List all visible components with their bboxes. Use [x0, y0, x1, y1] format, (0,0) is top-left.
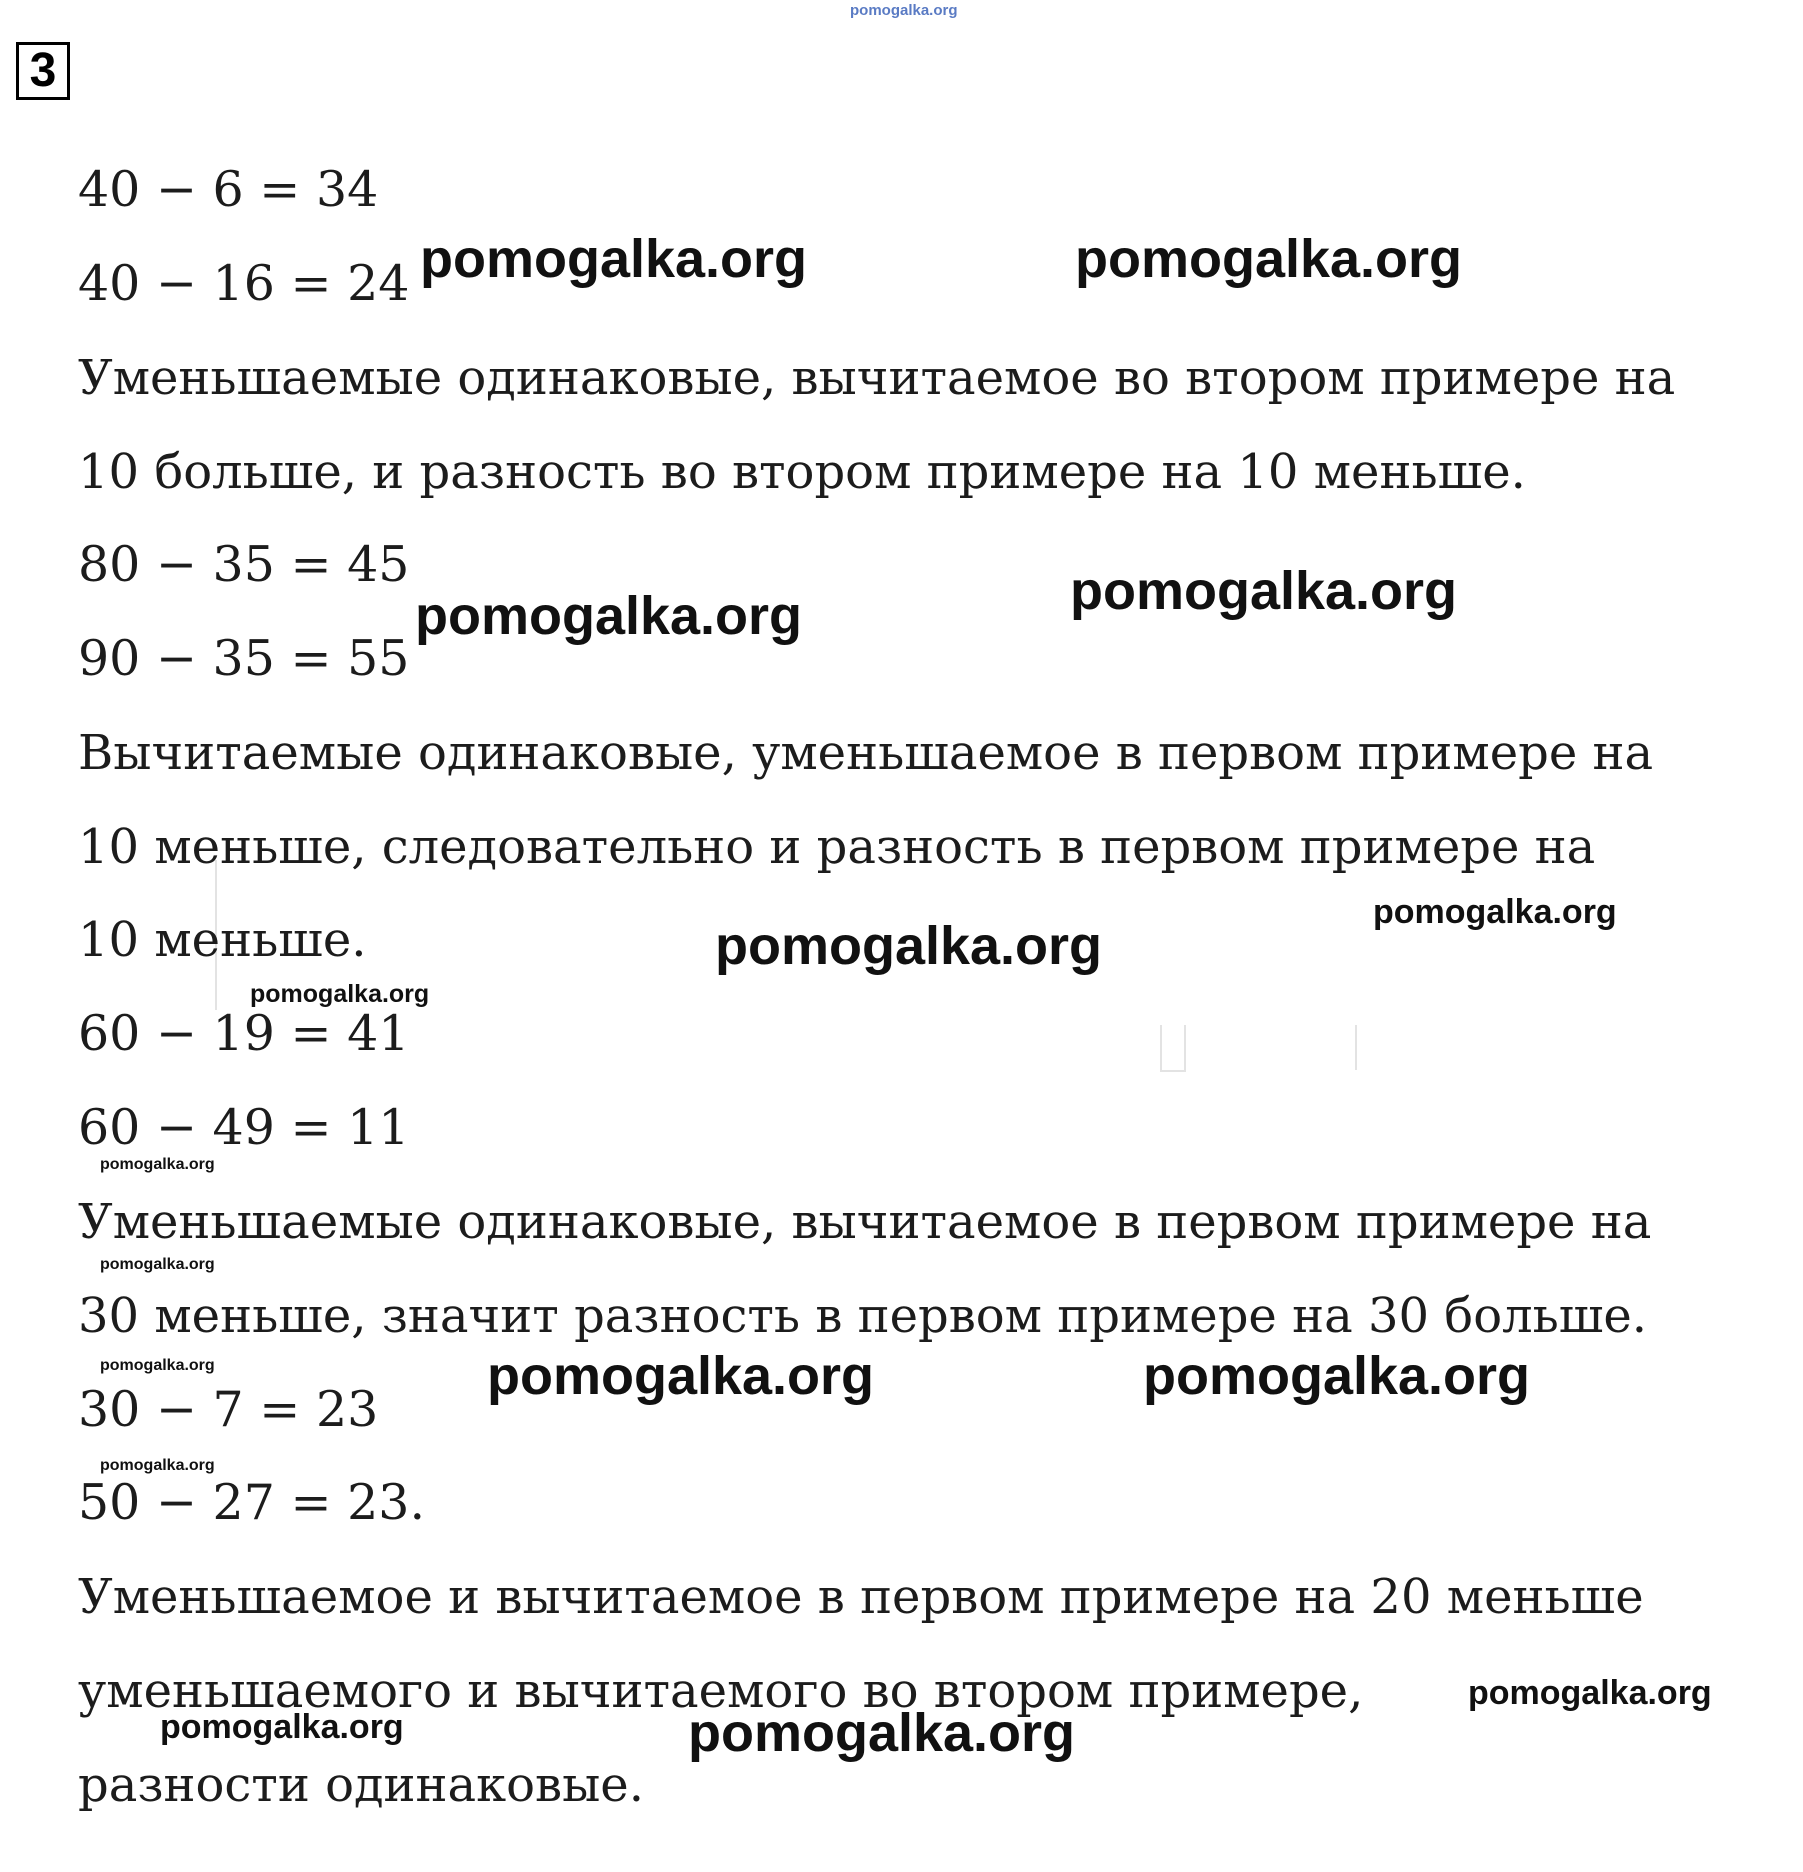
- text-line: 30 меньше, значит разность в первом примере на 30 больше.: [78, 1288, 1647, 1344]
- ghost-shape: [1355, 1025, 1361, 1070]
- text-line: 10 меньше.: [78, 912, 367, 968]
- watermark: pomogalka.org: [1468, 1674, 1712, 1712]
- task-number-box: 3: [16, 42, 70, 100]
- equation-line: 60 − 19 = 41: [78, 1005, 410, 1062]
- watermark: pomogalka.org: [1373, 893, 1617, 931]
- watermark: pomogalka.org: [487, 1346, 875, 1406]
- watermark: pomogalka.org: [160, 1708, 404, 1746]
- watermark: pomogalka.org: [250, 980, 430, 1008]
- equation-line: 50 − 27 = 23.: [78, 1474, 426, 1531]
- ghost-shape: [1160, 1025, 1186, 1072]
- top-watermark: pomogalka.org: [850, 2, 958, 19]
- equation-line: 30 − 7 = 23: [78, 1381, 379, 1438]
- text-line: уменьшаемого и вычитаемого во втором примере,: [78, 1663, 1364, 1719]
- equation-line: 80 − 35 = 45: [78, 536, 410, 593]
- text-line: 10 меньше, следовательно и разность в первом примере на: [78, 819, 1596, 875]
- watermark: pomogalka.org: [1070, 561, 1458, 621]
- watermark: pomogalka.org: [688, 1703, 1076, 1763]
- watermark: pomogalka.org: [100, 1256, 215, 1273]
- watermark: pomogalka.org: [1143, 1346, 1531, 1406]
- watermark: pomogalka.org: [415, 586, 803, 646]
- equation-line: 40 − 6 = 34: [78, 161, 379, 218]
- watermark: pomogalka.org: [420, 229, 808, 289]
- watermark: pomogalka.org: [715, 916, 1103, 976]
- text-line: Вычитаемые одинаковые, уменьшаемое в первом примере на: [78, 725, 1654, 781]
- watermark: pomogalka.org: [100, 1156, 215, 1173]
- text-line: разности одинаковые.: [78, 1757, 644, 1813]
- text-line: Уменьшаемые одинаковые, вычитаемое во втором примере на: [78, 350, 1676, 406]
- text-line: 10 больше, и разность во втором примере на 10 меньше.: [78, 444, 1526, 500]
- equation-line: 90 − 35 = 55: [78, 630, 410, 687]
- watermark: pomogalka.org: [1075, 229, 1463, 289]
- text-line: Уменьшаемые одинаковые, вычитаемое в первом примере на: [78, 1194, 1652, 1250]
- watermark: pomogalka.org: [100, 1357, 215, 1374]
- watermark: pomogalka.org: [100, 1457, 215, 1474]
- equation-line: 40 − 16 = 24: [78, 255, 410, 312]
- equation-line: 60 − 49 = 11: [78, 1099, 410, 1156]
- text-line: Уменьшаемое и вычитаемое в первом примере на 20 меньше: [78, 1569, 1644, 1625]
